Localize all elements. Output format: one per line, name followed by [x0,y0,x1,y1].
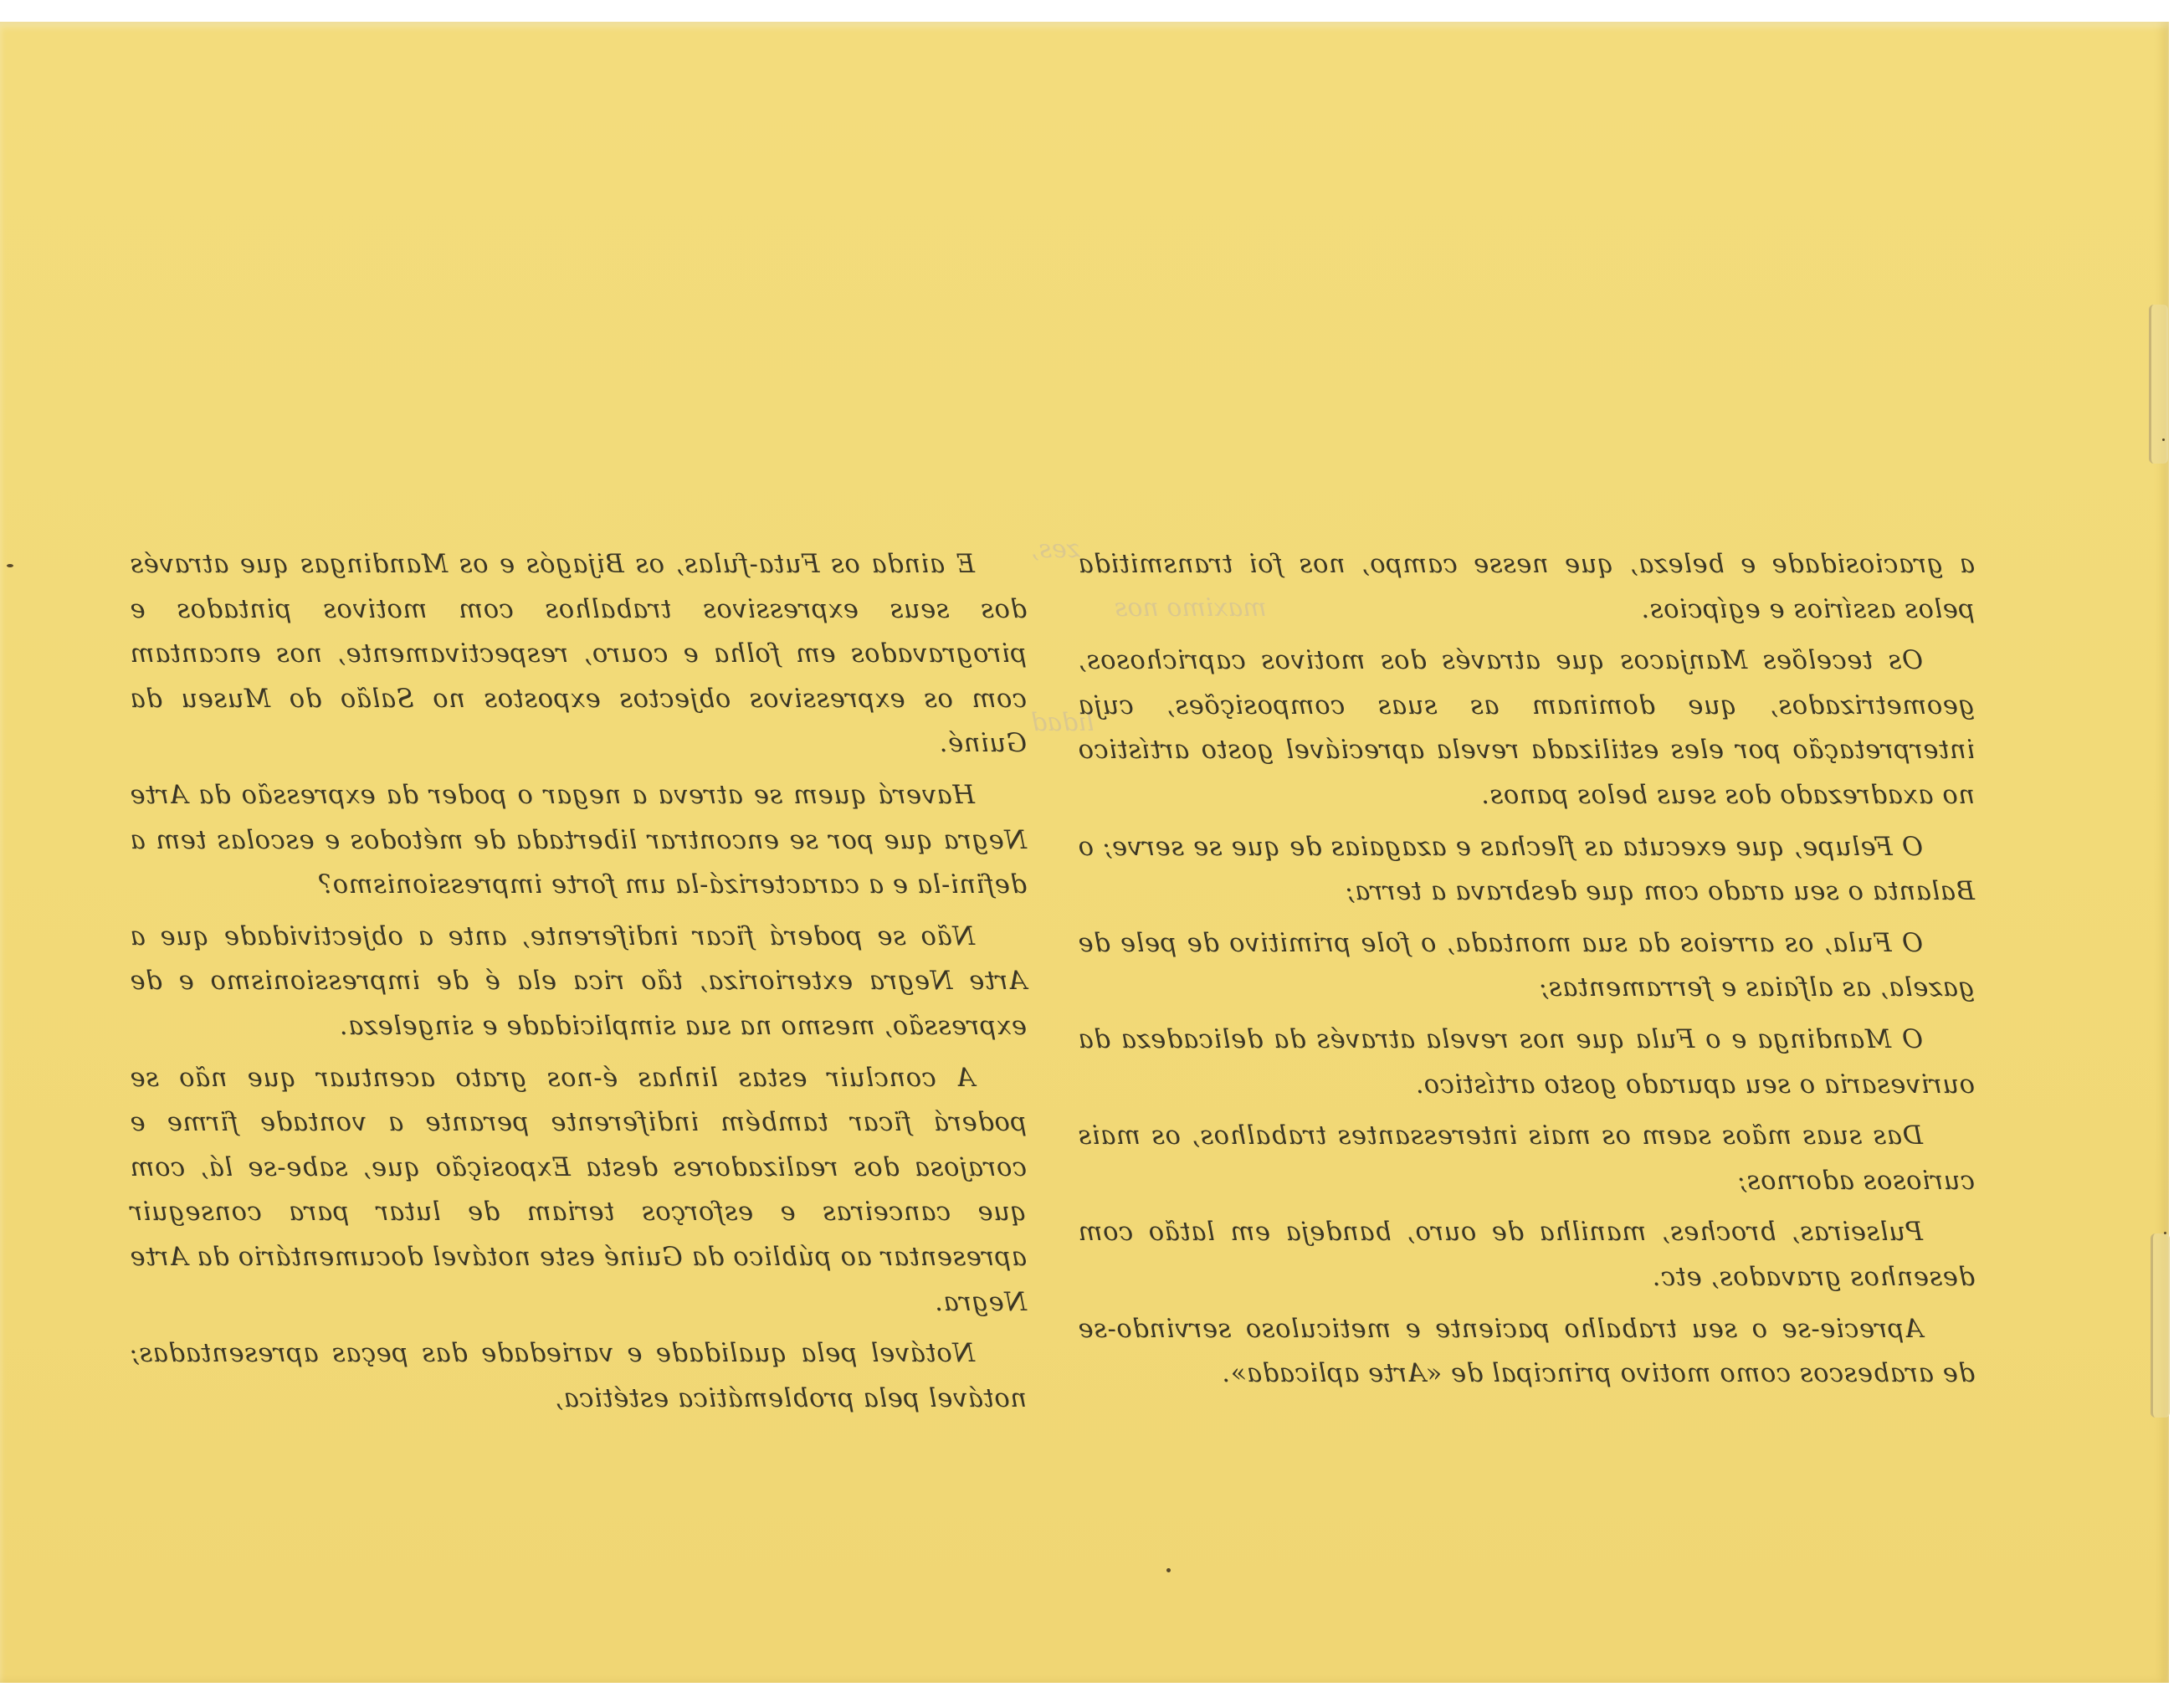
paper-speck [1166,1568,1171,1572]
paragraph: A concluir estas linhas é-nos grato acentuar que não se poderá ficar também indiferente perante a vontade firme e corajosa dos realizadores desta Exposição que, sabe-se lá, com que canceiras e esforços teriam de lutar para conseguir apresentar ao público da Guiné este notável documentário da Arte Negra. [130,1063,1027,1317]
paragraph: Não se poderá ficar indiferente, ante a objectividade que a Arte Negra exterioriza, tão rica ela é de impressionismo e de expressão, mesmo na sua simplicidade e singeleza. [130,921,1027,1041]
paragraph: O Felupe, que executa as flechas e azagaias de que se serve; o Balanta o seu arado com que desbrava a terra; [1078,832,1975,907]
text-column-one [1078,542,1975,1403]
paragraph: Os tecelões Manjacos que através dos motivos caprichosos, geometrizados, que dominam as suas composições, cuja interpretação por eles estilizada revela apreciável gosto artístico no axadrezado dos seus belos panos. [1078,646,1975,810]
binding-staple-top [2149,305,2168,464]
paragraph: a graciosidade e beleza, que nesse campo, nos foi transmitida pelos assírios e egípcios. [1078,550,1975,624]
paragraph: Das suas mãos saem os mais interessantes trabalhos, os mais curiosos adornos; [1078,1121,1975,1196]
paper-speck [2164,1232,2166,1234]
paragraph: Pulseiras, broches, manilha de ouro, bandeja em latão com desenhos gravados, etc. [1078,1218,1975,1292]
paragraph: O Mandinga e o Fula que nos revela através da delicadeza da ourivesaria o seu apurado gosto artístico. [1078,1024,1975,1100]
paragraph: Aprecie-se o seu trabalho paciente e meticuloso servindo-se de arabescos como motivo principal de «Arte aplicada». [1078,1314,1975,1389]
text-column-two [130,542,1027,1428]
show-through-mark: lidad [1031,708,1095,737]
show-through-mark: zes, [1031,535,1080,564]
paragraph: Notável pela qualidade e variedade das peças apresentadas; notável pela problemática estética, [130,1339,1027,1413]
paragraph: Haverá quem se atreva a negar o poder da expressão da Arte Negra que por se encontrar libertada de métodos e escolas tem a defini-la e a caracterizá-la um forte impressionismo? [130,780,1027,900]
paper-sheet [0,22,2169,1683]
paper-speck [7,564,13,567]
show-through-mark: maximo nos [1115,593,1267,623]
paragraph: O Fula, os arreios da sua montada, o fole primitivo de pele de gazela, as alfaias e ferramentas; [1078,928,1975,1003]
paper-speck [2162,438,2165,441]
binding-staple-bottom [2151,1233,2170,1418]
paragraph: E ainda os Futa-fulas, os Bijagós e os Mandingas que através dos seus expressivos trabalhos com motivos pintados e pirogravados em folha e couro, respectivamente, nos encantam com os expressivos objectos expostos no Salão do Museu da Guiné. [130,550,1027,759]
